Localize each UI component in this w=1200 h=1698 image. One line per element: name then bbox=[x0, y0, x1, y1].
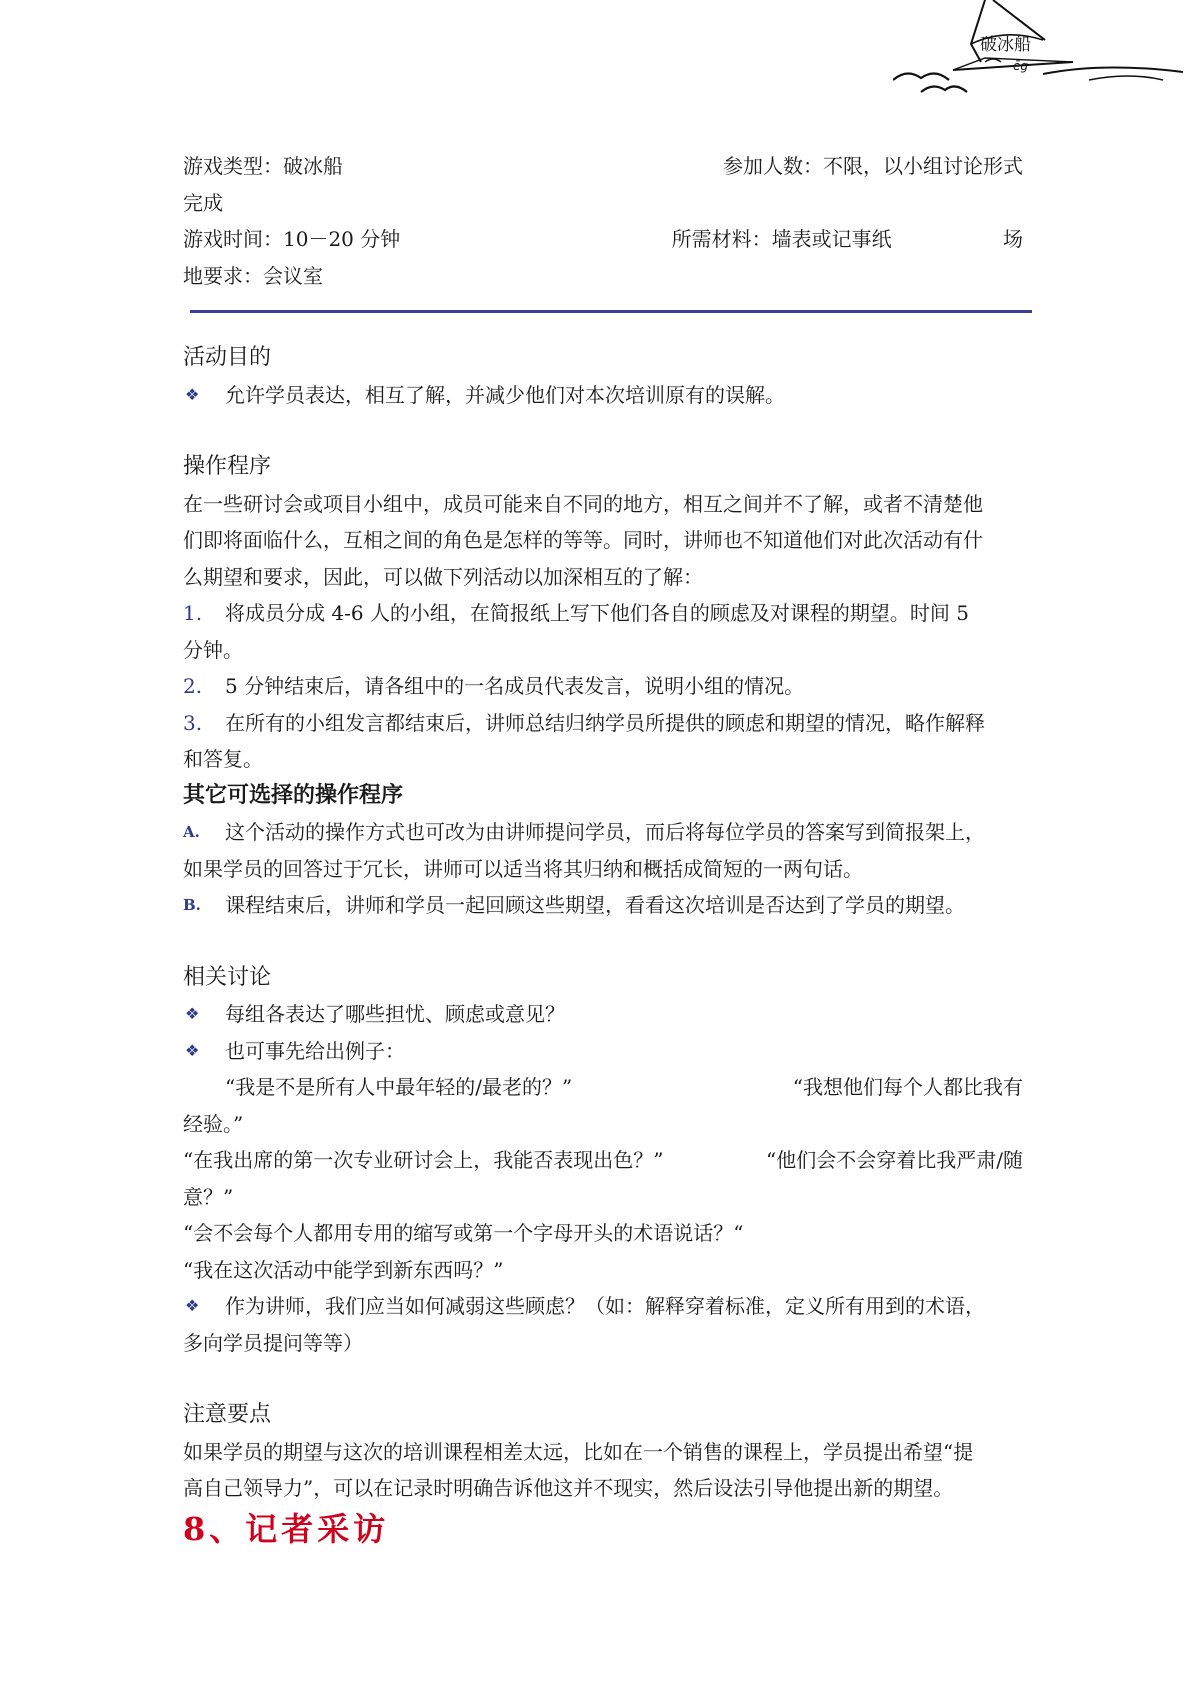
purpose-item-text: 允许学员表达，相互了解，并减少他们对本次培训原有的误解。 bbox=[225, 382, 785, 407]
alt-text: 这个活动的操作方式也可改为由讲师提问学员，而后将每位学员的答案写到简报架上， bbox=[225, 820, 985, 844]
step-text: 5 分钟结束后，请各组中的一名成员代表发言，说明小组的情况。 bbox=[225, 674, 805, 698]
procedure-step bbox=[183, 668, 1023, 705]
participant-count-wrap: 完成 bbox=[183, 190, 223, 215]
discussion-text: 也可事先给出例子： bbox=[225, 1038, 405, 1063]
document-content bbox=[183, 148, 1023, 1547]
step-text-wrap: 分钟。 bbox=[183, 637, 243, 662]
step-text: 在所有的小组发言都结束后，讲师总结归纳学员所提供的顾虑和期望的情况，略作解释 bbox=[225, 710, 985, 735]
alt-text-wrap: 如果学员的回答过于冗长，讲师可以适当将其归纳和概括成简短的一两句话。 bbox=[183, 856, 863, 881]
procedure-step bbox=[183, 595, 1023, 668]
alt-text: 课程结束后，讲师和学员一起回顾这些期望，看看这次培训是否达到了学员的期望。 bbox=[225, 893, 965, 917]
notes-heading: 注意要点 bbox=[183, 1402, 272, 1427]
step-text-wrap: 和答复。 bbox=[183, 747, 263, 771]
quote-text: “在我出席的第一次专业研讨会上，我能否表现出色？” bbox=[183, 1148, 664, 1172]
discussion-item bbox=[183, 1288, 1023, 1361]
logo-subtext: ēg bbox=[1013, 59, 1028, 73]
quote-text: “他们会不会穿着比我严肃/随 bbox=[766, 1148, 1023, 1172]
procedure-step bbox=[183, 705, 1023, 778]
participant-count: 参加人数：不限，以小组讨论形式 bbox=[723, 154, 1023, 178]
discussion-heading: 相关讨论 bbox=[183, 964, 272, 990]
purpose-item bbox=[183, 377, 1023, 414]
venue-lead: 场 bbox=[1002, 227, 1023, 251]
alternative-heading: 其它可选择的操作程序 bbox=[183, 782, 404, 808]
game-type: 游戏类型：破冰船 bbox=[183, 154, 343, 178]
alt-letter: B. bbox=[183, 896, 201, 914]
quote-text: “我在这次活动中能学到新东西吗？” bbox=[183, 1257, 504, 1282]
quote-row bbox=[183, 1142, 1023, 1179]
alternative-item bbox=[183, 814, 1023, 887]
notes-line: 如果学员的期望与这次的培训课程相差太远，比如在一个销售的课程上，学员提出希望“提 bbox=[183, 1439, 974, 1464]
chapter-title: 8、记者采访 bbox=[183, 1509, 390, 1548]
game-time: 游戏时间：10－20 分钟 bbox=[183, 227, 401, 251]
discussion-text-wrap: 多向学员提问等等） bbox=[183, 1330, 363, 1355]
quote-row bbox=[183, 1069, 1023, 1106]
notes-line: 高自己领导力”，可以在记录时明确告诉他这并不现实，然后设法引导他提出新的期望。 bbox=[183, 1476, 954, 1500]
discussion-item bbox=[183, 1033, 1023, 1070]
quote-text: “我想他们每个人都比我有 bbox=[792, 1075, 1023, 1099]
procedure-heading: 操作程序 bbox=[183, 454, 272, 479]
procedure-intro-line: 么期望和要求，因此，可以做下列活动以加深相互的了解： bbox=[183, 564, 703, 589]
step-number: 2. bbox=[183, 674, 203, 698]
quote-wrap: 经验。” bbox=[183, 1111, 244, 1136]
info-row-2 bbox=[183, 221, 1023, 258]
info-row-1 bbox=[183, 148, 1023, 185]
quote-wrap: 意？” bbox=[183, 1184, 234, 1209]
alt-letter: A. bbox=[183, 823, 200, 841]
purpose-heading: 活动目的 bbox=[183, 345, 272, 370]
step-number: 1. bbox=[183, 601, 203, 625]
logo-text: 破冰船 bbox=[980, 35, 1031, 55]
discussion-item bbox=[183, 996, 1023, 1033]
alternative-item bbox=[183, 887, 1023, 924]
procedure-intro-line: 们即将面临什么，互相之间的角色是怎样的等等。同时，讲师也不知道他们对此次活动有什 bbox=[183, 528, 983, 552]
diamond-bullet-icon: ❖ bbox=[185, 1040, 200, 1060]
diamond-bullet-icon: ❖ bbox=[185, 384, 200, 404]
materials: 所需材料：墙表或记事纸 bbox=[671, 227, 892, 251]
step-text: 将成员分成 4-6 人的小组，在简报纸上写下他们各自的顾虑及对课程的期望。时间 5 bbox=[225, 601, 970, 625]
diamond-bullet-icon: ❖ bbox=[185, 1296, 200, 1315]
discussion-text: 作为讲师，我们应当如何减弱这些顾虑？（如：解释穿着标准，定义所有用到的术语， bbox=[225, 1294, 985, 1318]
header-divider bbox=[190, 310, 1032, 313]
quote-text: “我是不是所有人中最年轻的/最老的？” bbox=[225, 1075, 573, 1099]
venue-requirement: 地要求：会议室 bbox=[183, 263, 323, 288]
quote-text: “会不会每个人都用专用的缩写或第一个字母开头的术语说话？“ bbox=[183, 1221, 744, 1245]
diamond-bullet-icon: ❖ bbox=[185, 1004, 200, 1023]
procedure-intro-line: 在一些研讨会或项目小组中，成员可能来自不同的地方，相互之间并不了解，或者不清楚他 bbox=[183, 491, 983, 516]
step-number: 3. bbox=[183, 710, 203, 735]
discussion-text: 每组各表达了哪些担忧、顾虑或意见？ bbox=[225, 1002, 565, 1026]
sailboat-logo-icon bbox=[893, 0, 1183, 110]
